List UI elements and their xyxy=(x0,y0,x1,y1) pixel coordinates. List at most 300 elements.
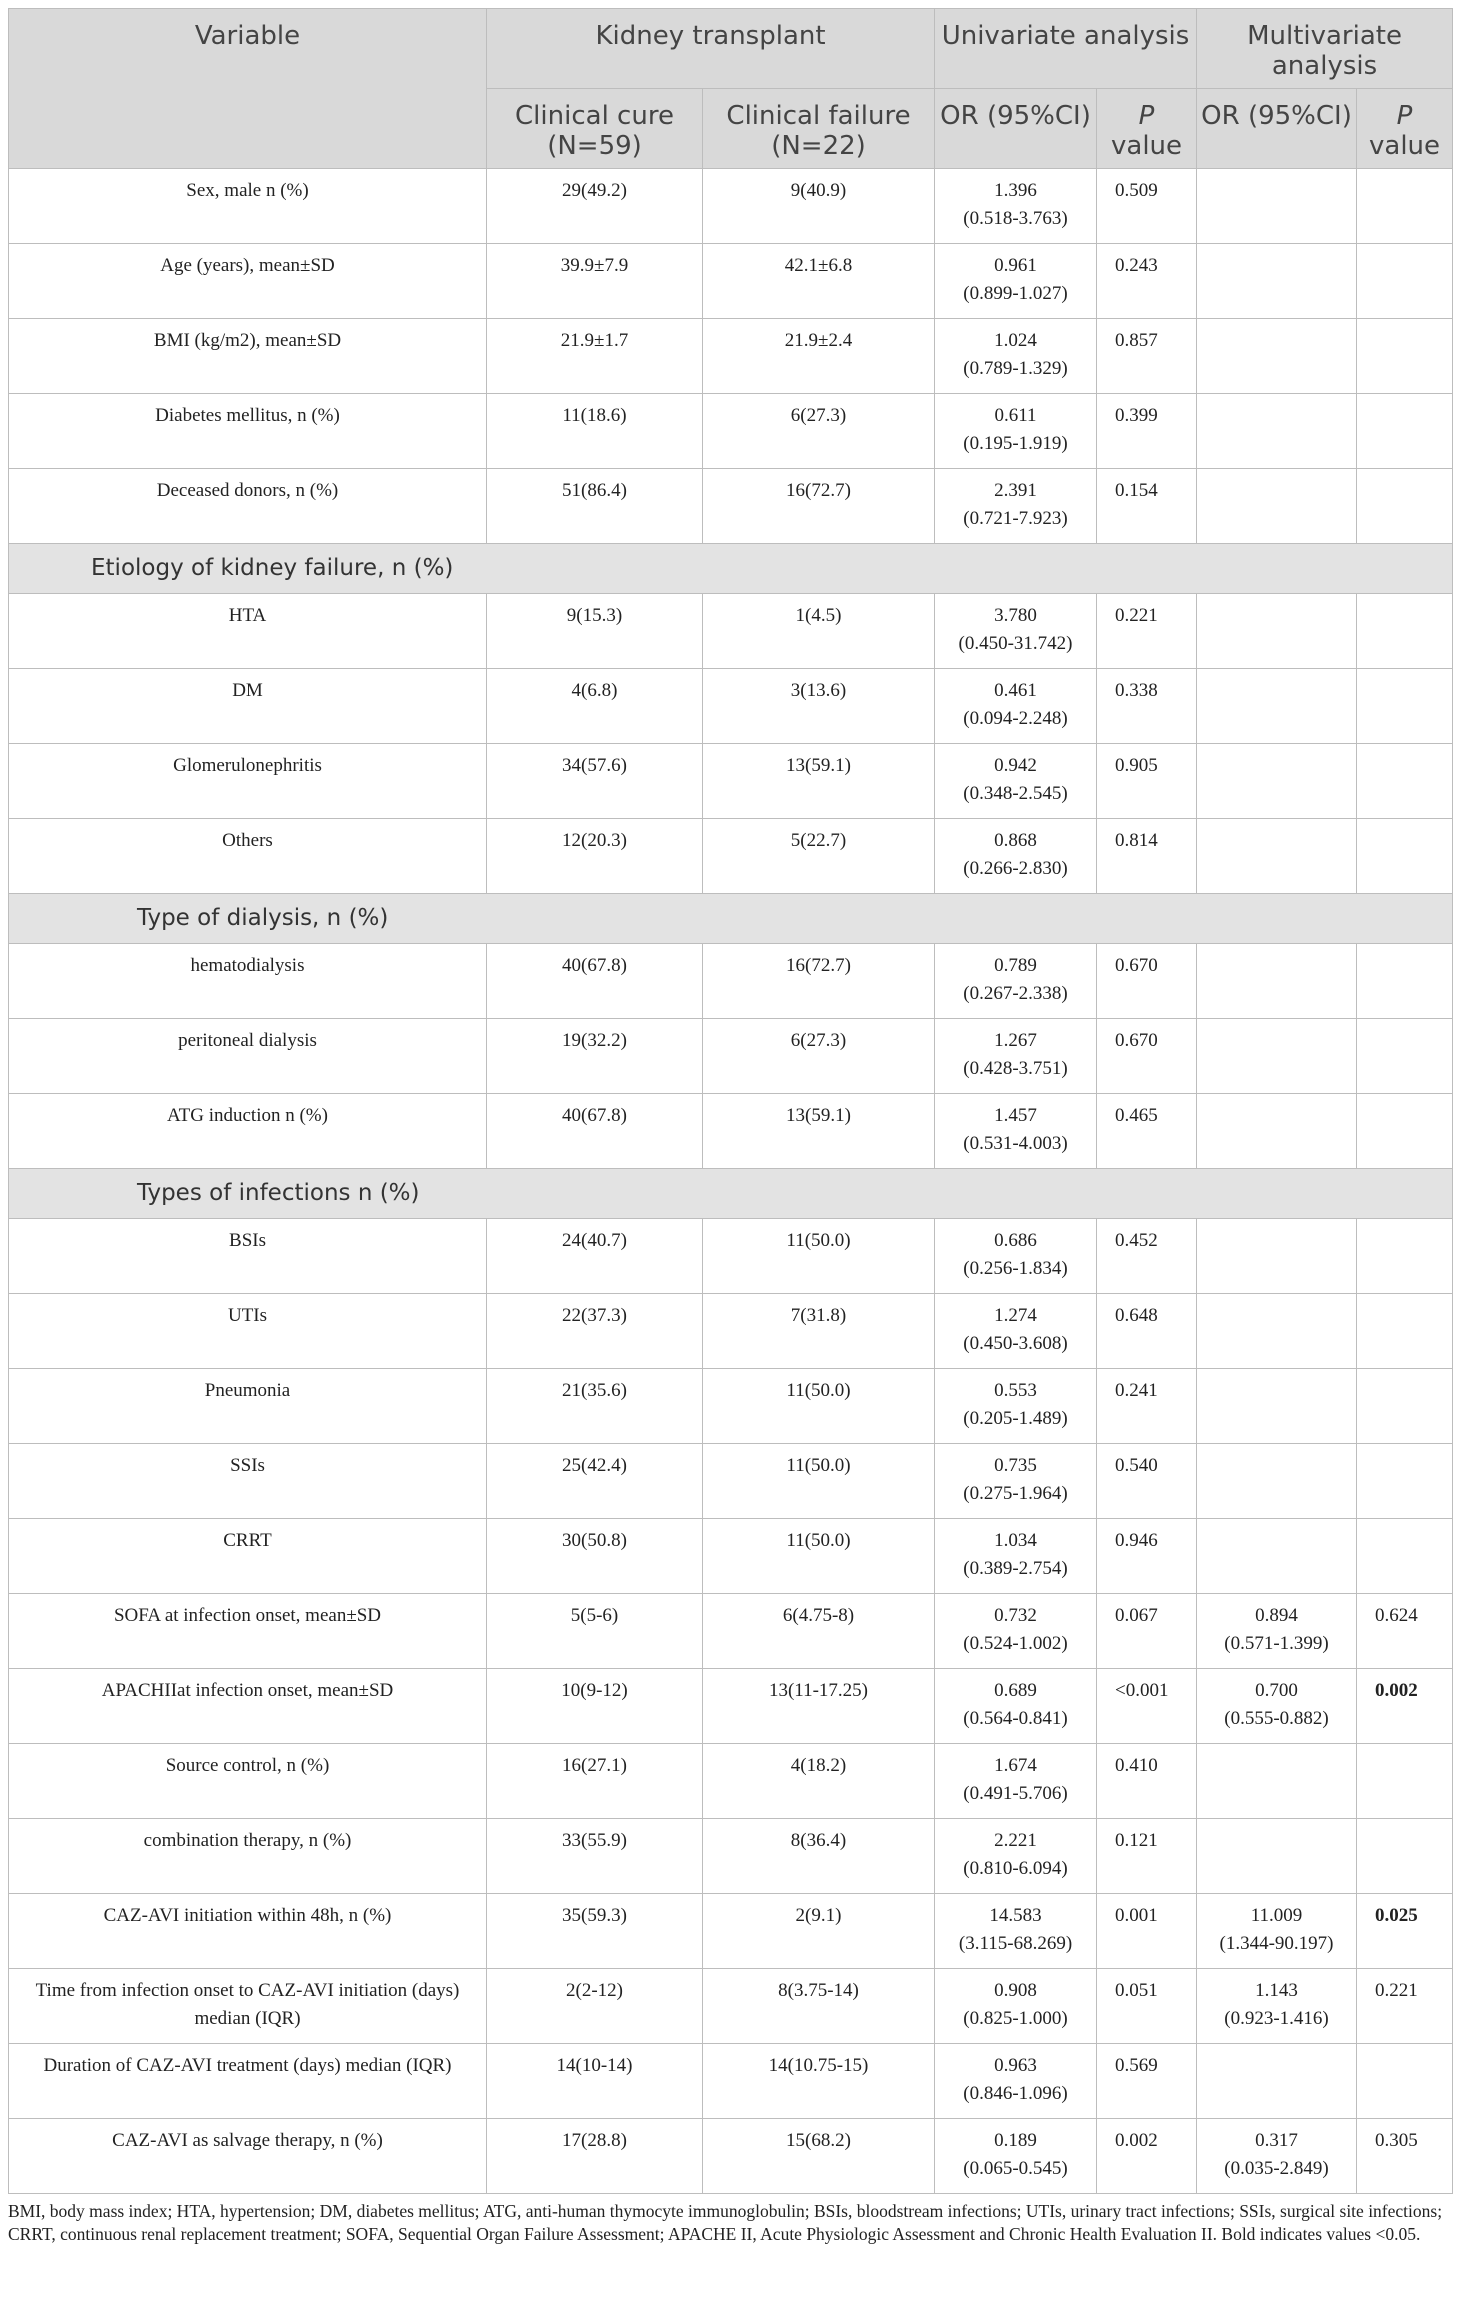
variable-cell xyxy=(9,244,487,319)
failure-cell xyxy=(703,1444,935,1519)
cure-cell xyxy=(487,1219,703,1294)
variable-cell xyxy=(9,944,487,1019)
multi-or-cell xyxy=(1197,1969,1357,2044)
failure-value: 5(22.7) xyxy=(790,830,847,851)
uni-p-value: 0.670 xyxy=(1115,1030,1158,1051)
multi-or-value: 0.317 xyxy=(1255,2130,1298,2151)
section-label: Type of dialysis, n (%) xyxy=(9,894,1453,944)
variable-name: Pneumonia xyxy=(204,1380,291,1401)
failure-value: 6(27.3) xyxy=(790,1030,847,1051)
multi-p-cell xyxy=(1357,1969,1453,2044)
multi-ci-value: (0.555-0.882) xyxy=(1224,1708,1329,1729)
variable-cell xyxy=(9,1219,487,1294)
uni-p-value: 0.857 xyxy=(1115,330,1158,351)
uni-or-value: 0.942 xyxy=(994,755,1037,776)
table-row xyxy=(9,169,1453,244)
table-row xyxy=(9,1519,1453,1594)
uni-p-cell xyxy=(1097,2119,1197,2194)
uni-ci-value: (0.491-5.706) xyxy=(963,1783,1068,1804)
multi-p-cell xyxy=(1357,2119,1453,2194)
uni-p-value: 0.540 xyxy=(1115,1455,1158,1476)
multi-or-cell xyxy=(1197,1294,1357,1369)
uni-p-cell xyxy=(1097,944,1197,1019)
uni-ci-value: (0.825-1.000) xyxy=(963,2008,1068,2029)
header-row-1 xyxy=(9,9,1453,89)
uni-or-cell xyxy=(935,394,1097,469)
multi-or-value: 0.700 xyxy=(1255,1680,1298,1701)
uni-or-value: 0.553 xyxy=(994,1380,1037,1401)
variable-cell xyxy=(9,669,487,744)
multi-or-cell xyxy=(1197,1444,1357,1519)
uni-p-cell xyxy=(1097,244,1197,319)
header-multi-or: OR (95%CI) xyxy=(1197,89,1357,169)
cure-cell xyxy=(487,2044,703,2119)
failure-cell xyxy=(703,1894,935,1969)
uni-or-cell xyxy=(935,944,1097,1019)
table-row xyxy=(9,669,1453,744)
header-clinical-cure-text: Clinical cure (N=59) xyxy=(515,101,674,161)
uni-ci-value: (0.789-1.329) xyxy=(963,358,1068,379)
cure-value: 5(5-6) xyxy=(570,1605,619,1626)
variable-name: SOFA at infection onset, mean±SD xyxy=(113,1605,382,1626)
uni-ci-value: (0.524-1.002) xyxy=(963,1633,1068,1654)
uni-p-value: 0.051 xyxy=(1115,1980,1158,2001)
failure-value: 1(4.5) xyxy=(795,605,842,626)
uni-ci-value: (0.275-1.964) xyxy=(963,1483,1068,1504)
header-clinical-cure xyxy=(487,89,703,169)
cure-cell xyxy=(487,1369,703,1444)
multi-p-cell xyxy=(1357,1294,1453,1369)
cure-cell xyxy=(487,594,703,669)
variable-cell xyxy=(9,1519,487,1594)
failure-cell xyxy=(703,1669,935,1744)
table-row xyxy=(9,244,1453,319)
uni-or-value: 0.735 xyxy=(994,1455,1037,1476)
variable-name: SSIs xyxy=(230,1455,265,1476)
uni-ci-value: (0.518-3.763) xyxy=(963,208,1068,229)
uni-p-cell xyxy=(1097,1219,1197,1294)
uni-or-value: 0.189 xyxy=(994,2130,1037,2151)
failure-cell xyxy=(703,594,935,669)
cure-cell xyxy=(487,1019,703,1094)
multi-or-cell xyxy=(1197,1369,1357,1444)
variable-name: hematodialysis xyxy=(190,955,305,976)
uni-p-value: 0.465 xyxy=(1115,1105,1158,1126)
cure-cell xyxy=(487,669,703,744)
uni-or-cell xyxy=(935,1294,1097,1369)
uni-ci-value: (3.115-68.269) xyxy=(958,1933,1073,1954)
multi-or-cell xyxy=(1197,669,1357,744)
uni-p-value: 0.399 xyxy=(1115,405,1158,426)
table-row xyxy=(9,819,1453,894)
header-multi-p-word: value xyxy=(1369,131,1441,161)
cure-value: 21.9±1.7 xyxy=(560,330,629,351)
multi-p-cell xyxy=(1357,594,1453,669)
variable-cell xyxy=(9,1444,487,1519)
uni-or-cell xyxy=(935,1894,1097,1969)
uni-or-cell xyxy=(935,669,1097,744)
failure-value: 14(10.75-15) xyxy=(768,2055,869,2076)
uni-or-value: 0.789 xyxy=(994,955,1037,976)
failure-value: 11(50.0) xyxy=(786,1530,851,1551)
failure-cell xyxy=(703,1594,935,1669)
failure-cell xyxy=(703,944,935,1019)
variable-cell xyxy=(9,1894,487,1969)
uni-ci-value: (0.428-3.751) xyxy=(963,1058,1068,1079)
cure-cell xyxy=(487,319,703,394)
cure-value: 9(15.3) xyxy=(566,605,623,626)
multi-p-cell xyxy=(1357,169,1453,244)
table-row xyxy=(9,1744,1453,1819)
variable-name: CAZ-AVI as salvage therapy, n (%) xyxy=(112,2130,383,2151)
multi-or-cell xyxy=(1197,1094,1357,1169)
variable-name: DM xyxy=(232,680,263,701)
uni-or-cell xyxy=(935,1094,1097,1169)
table-row xyxy=(9,394,1453,469)
table-row xyxy=(9,594,1453,669)
multi-p-value: 0.305 xyxy=(1375,2130,1418,2151)
multi-or-cell xyxy=(1197,1594,1357,1669)
failure-cell xyxy=(703,1369,935,1444)
multi-p-cell xyxy=(1357,944,1453,1019)
table-row xyxy=(9,1669,1453,1744)
multi-p-value: 0.025 xyxy=(1375,1905,1418,1926)
cure-cell xyxy=(487,1294,703,1369)
variable-name: CRRT xyxy=(223,1530,272,1551)
variable-name: CAZ-AVI initiation within 48h, n (%) xyxy=(103,1905,392,1926)
multi-ci-value: (0.923-1.416) xyxy=(1224,2008,1329,2029)
cure-value: 2(2-12) xyxy=(566,1980,623,2001)
section-label: Etiology of kidney failure, n (%) xyxy=(9,544,1453,594)
multi-p-cell xyxy=(1357,1669,1453,1744)
uni-ci-value: (0.094-2.248) xyxy=(963,708,1068,729)
uni-p-cell xyxy=(1097,1519,1197,1594)
failure-value: 15(68.2) xyxy=(786,2130,851,2151)
failure-cell xyxy=(703,1744,935,1819)
failure-value: 2(9.1) xyxy=(795,1905,842,1926)
cure-value: 22(37.3) xyxy=(562,1305,627,1326)
header-uni-p-word: value xyxy=(1111,131,1183,161)
uni-or-cell xyxy=(935,819,1097,894)
variable-name: Glomerulonephritis xyxy=(173,755,322,776)
multi-or-cell xyxy=(1197,1219,1357,1294)
cure-value: 24(40.7) xyxy=(562,1230,627,1251)
cure-cell xyxy=(487,1669,703,1744)
uni-p-cell xyxy=(1097,1294,1197,1369)
uni-or-value: 0.961 xyxy=(994,255,1037,276)
uni-p-value: 0.905 xyxy=(1115,755,1158,776)
cure-value: 30(50.8) xyxy=(562,1530,627,1551)
variable-cell xyxy=(9,594,487,669)
cure-value: 39.9±7.9 xyxy=(560,255,629,276)
table-row xyxy=(9,944,1453,1019)
header-uni-p-letter: P xyxy=(1138,101,1155,131)
uni-or-cell xyxy=(935,1819,1097,1894)
uni-p-value: 0.452 xyxy=(1115,1230,1158,1251)
uni-or-cell xyxy=(935,1019,1097,1094)
uni-or-value: 0.868 xyxy=(994,830,1037,851)
multi-p-cell xyxy=(1357,669,1453,744)
variable-cell xyxy=(9,819,487,894)
multi-or-cell xyxy=(1197,1894,1357,1969)
uni-ci-value: (0.348-2.545) xyxy=(963,783,1068,804)
uni-ci-value: (0.810-6.094) xyxy=(963,1858,1068,1879)
uni-p-value: 0.121 xyxy=(1115,1830,1158,1851)
multi-or-cell xyxy=(1197,469,1357,544)
variable-name: peritoneal dialysis xyxy=(178,1030,317,1051)
table-row xyxy=(9,1369,1453,1444)
table-row xyxy=(9,469,1453,544)
failure-value: 3(13.6) xyxy=(790,680,847,701)
uni-or-cell xyxy=(935,744,1097,819)
cure-value: 25(42.4) xyxy=(562,1455,627,1476)
multi-ci-value: (1.344-90.197) xyxy=(1219,1933,1334,1954)
results-table xyxy=(8,8,1453,2194)
uni-or-value: 0.611 xyxy=(994,405,1037,426)
table-row xyxy=(9,1969,1453,2044)
uni-p-cell xyxy=(1097,319,1197,394)
uni-p-cell xyxy=(1097,1969,1197,2044)
failure-value: 16(72.7) xyxy=(786,955,851,976)
uni-ci-value: (0.721-7.923) xyxy=(963,508,1068,529)
variable-cell xyxy=(9,394,487,469)
uni-or-cell xyxy=(935,319,1097,394)
cure-cell xyxy=(487,1969,703,2044)
cure-cell xyxy=(487,1594,703,1669)
uni-or-value: 0.461 xyxy=(994,680,1037,701)
variable-cell xyxy=(9,1669,487,1744)
uni-or-value: 0.689 xyxy=(994,1680,1037,1701)
cure-cell xyxy=(487,394,703,469)
failure-cell xyxy=(703,244,935,319)
uni-ci-value: (0.266-2.830) xyxy=(963,858,1068,879)
uni-p-value: 0.338 xyxy=(1115,680,1158,701)
uni-or-value: 3.780 xyxy=(994,605,1037,626)
cure-value: 29(49.2) xyxy=(562,180,627,201)
section-label: Types of infections n (%) xyxy=(9,1169,1453,1219)
variable-cell xyxy=(9,2119,487,2194)
cure-value: 51(86.4) xyxy=(562,480,627,501)
uni-p-cell xyxy=(1097,394,1197,469)
cure-value: 16(27.1) xyxy=(562,1755,627,1776)
uni-ci-value: (0.531-4.003) xyxy=(963,1133,1068,1154)
section-row xyxy=(9,894,1453,944)
cure-cell xyxy=(487,244,703,319)
multi-or-value: 1.143 xyxy=(1255,1980,1298,2001)
uni-or-cell xyxy=(935,594,1097,669)
uni-p-value: 0.154 xyxy=(1115,480,1158,501)
cure-value: 14(10-14) xyxy=(556,2055,633,2076)
uni-or-cell xyxy=(935,2119,1097,2194)
uni-or-cell xyxy=(935,1744,1097,1819)
table-row xyxy=(9,1219,1453,1294)
header-multivariate: Multivariate analysis xyxy=(1197,9,1453,89)
multi-or-cell xyxy=(1197,2044,1357,2119)
variable-name: ATG induction n (%) xyxy=(167,1105,328,1126)
uni-p-cell xyxy=(1097,1369,1197,1444)
variable-name: Source control, n (%) xyxy=(165,1755,330,1776)
uni-or-value: 0.732 xyxy=(994,1605,1037,1626)
table-row xyxy=(9,1594,1453,1669)
uni-ci-value: (0.205-1.489) xyxy=(963,1408,1068,1429)
cure-cell xyxy=(487,744,703,819)
cure-value: 12(20.3) xyxy=(562,830,627,851)
uni-or-value: 2.391 xyxy=(994,480,1037,501)
uni-ci-value: (0.195-1.919) xyxy=(963,433,1068,454)
multi-or-cell xyxy=(1197,594,1357,669)
cure-cell xyxy=(487,2119,703,2194)
uni-p-value: 0.648 xyxy=(1115,1305,1158,1326)
variable-cell xyxy=(9,1744,487,1819)
uni-p-cell xyxy=(1097,594,1197,669)
failure-value: 8(36.4) xyxy=(790,1830,847,1851)
cure-cell xyxy=(487,1894,703,1969)
multi-p-cell xyxy=(1357,1019,1453,1094)
multi-p-cell xyxy=(1357,2044,1453,2119)
uni-ci-value: (0.389-2.754) xyxy=(963,1558,1068,1579)
uni-p-cell xyxy=(1097,1019,1197,1094)
multi-p-cell xyxy=(1357,1519,1453,1594)
multi-p-cell xyxy=(1357,394,1453,469)
cure-value: 10(9-12) xyxy=(561,1680,628,1701)
failure-value: 6(4.75-8) xyxy=(782,1605,855,1626)
variable-name: BMI (kg/m2), mean±SD xyxy=(153,330,342,351)
failure-value: 13(59.1) xyxy=(786,755,851,776)
multi-or-value: 0.894 xyxy=(1255,1605,1298,1626)
variable-cell xyxy=(9,169,487,244)
uni-p-value: 0.002 xyxy=(1115,2130,1158,2151)
multi-p-cell xyxy=(1357,319,1453,394)
uni-or-cell xyxy=(935,469,1097,544)
variable-cell xyxy=(9,1294,487,1369)
header-variable: Variable xyxy=(9,9,487,169)
failure-cell xyxy=(703,1519,935,1594)
failure-cell xyxy=(703,1819,935,1894)
variable-cell xyxy=(9,744,487,819)
uni-p-value: 0.670 xyxy=(1115,955,1158,976)
uni-or-cell xyxy=(935,2044,1097,2119)
multi-or-cell xyxy=(1197,394,1357,469)
uni-or-cell xyxy=(935,244,1097,319)
uni-p-cell xyxy=(1097,819,1197,894)
failure-cell xyxy=(703,1219,935,1294)
failure-value: 13(59.1) xyxy=(786,1105,851,1126)
multi-p-cell xyxy=(1357,1094,1453,1169)
failure-cell xyxy=(703,1294,935,1369)
multi-or-cell xyxy=(1197,2119,1357,2194)
uni-ci-value: (0.267-2.338) xyxy=(963,983,1068,1004)
uni-p-value: 0.243 xyxy=(1115,255,1158,276)
variable-name: Duration of CAZ-AVI treatment (days) median (IQR) xyxy=(43,2055,452,2076)
table-row xyxy=(9,744,1453,819)
cure-cell xyxy=(487,1444,703,1519)
variable-cell xyxy=(9,1094,487,1169)
cure-value: 40(67.8) xyxy=(562,1105,627,1126)
failure-value: 42.1±6.8 xyxy=(784,255,853,276)
multi-p-cell xyxy=(1357,819,1453,894)
failure-value: 8(3.75-14) xyxy=(778,1980,859,2001)
cure-cell xyxy=(487,469,703,544)
cure-cell xyxy=(487,944,703,1019)
uni-p-value: 0.067 xyxy=(1115,1605,1158,1626)
uni-or-value: 1.674 xyxy=(994,1755,1037,1776)
uni-p-cell xyxy=(1097,1594,1197,1669)
header-kidney-transplant: Kidney transplant xyxy=(487,9,935,89)
multi-p-cell xyxy=(1357,744,1453,819)
uni-p-value: 0.569 xyxy=(1115,2055,1158,2076)
uni-or-cell xyxy=(935,1444,1097,1519)
cure-cell xyxy=(487,1819,703,1894)
failure-cell xyxy=(703,2044,935,2119)
uni-p-cell xyxy=(1097,469,1197,544)
cure-value: 11(18.6) xyxy=(562,405,627,426)
failure-cell xyxy=(703,669,935,744)
failure-value: 13(11-17.25) xyxy=(768,1680,869,1701)
table-row xyxy=(9,1444,1453,1519)
uni-p-cell xyxy=(1097,669,1197,744)
failure-cell xyxy=(703,169,935,244)
header-uni-or: OR (95%CI) xyxy=(935,89,1097,169)
uni-p-cell xyxy=(1097,2044,1197,2119)
uni-or-value: 14.583 xyxy=(989,1905,1042,1926)
multi-or-cell xyxy=(1197,1819,1357,1894)
failure-value: 11(50.0) xyxy=(786,1380,851,1401)
failure-cell xyxy=(703,319,935,394)
multi-or-cell xyxy=(1197,944,1357,1019)
failure-value: 9(40.9) xyxy=(790,180,847,201)
multi-p-cell xyxy=(1357,1744,1453,1819)
table-wrapper xyxy=(8,8,1452,2246)
multi-p-cell xyxy=(1357,1894,1453,1969)
cure-value: 34(57.6) xyxy=(562,755,627,776)
uni-or-cell xyxy=(935,1369,1097,1444)
multi-p-cell xyxy=(1357,1819,1453,1894)
uni-ci-value: (0.256-1.834) xyxy=(963,1258,1068,1279)
failure-cell xyxy=(703,2119,935,2194)
multi-or-cell xyxy=(1197,169,1357,244)
uni-p-value: 0.509 xyxy=(1115,180,1158,201)
uni-p-value: 0.410 xyxy=(1115,1755,1158,1776)
multi-p-value: 0.221 xyxy=(1375,1980,1418,2001)
variable-cell xyxy=(9,1019,487,1094)
cure-cell xyxy=(487,169,703,244)
table-row xyxy=(9,1819,1453,1894)
variable-cell xyxy=(9,319,487,394)
variable-name: Diabetes mellitus, n (%) xyxy=(155,405,340,426)
multi-or-cell xyxy=(1197,744,1357,819)
variable-name: Age (years), mean±SD xyxy=(160,255,335,276)
multi-p-cell xyxy=(1357,244,1453,319)
failure-value: 21.9±2.4 xyxy=(784,330,853,351)
failure-cell xyxy=(703,394,935,469)
variable-name: HTA xyxy=(228,605,267,626)
table-row xyxy=(9,2044,1453,2119)
uni-p-value: 0.001 xyxy=(1115,1905,1158,1926)
uni-p-cell xyxy=(1097,1669,1197,1744)
uni-p-cell xyxy=(1097,744,1197,819)
multi-or-value: 11.009 xyxy=(1250,1905,1303,1926)
table-row xyxy=(9,1094,1453,1169)
failure-value: 7(31.8) xyxy=(790,1305,847,1326)
multi-p-cell xyxy=(1357,1369,1453,1444)
multi-p-cell xyxy=(1357,1594,1453,1669)
cure-value: 40(67.8) xyxy=(562,955,627,976)
table-row xyxy=(9,1294,1453,1369)
section-row xyxy=(9,544,1453,594)
variable-cell xyxy=(9,1369,487,1444)
uni-p-value: 0.221 xyxy=(1115,605,1158,626)
uni-or-cell xyxy=(935,1594,1097,1669)
